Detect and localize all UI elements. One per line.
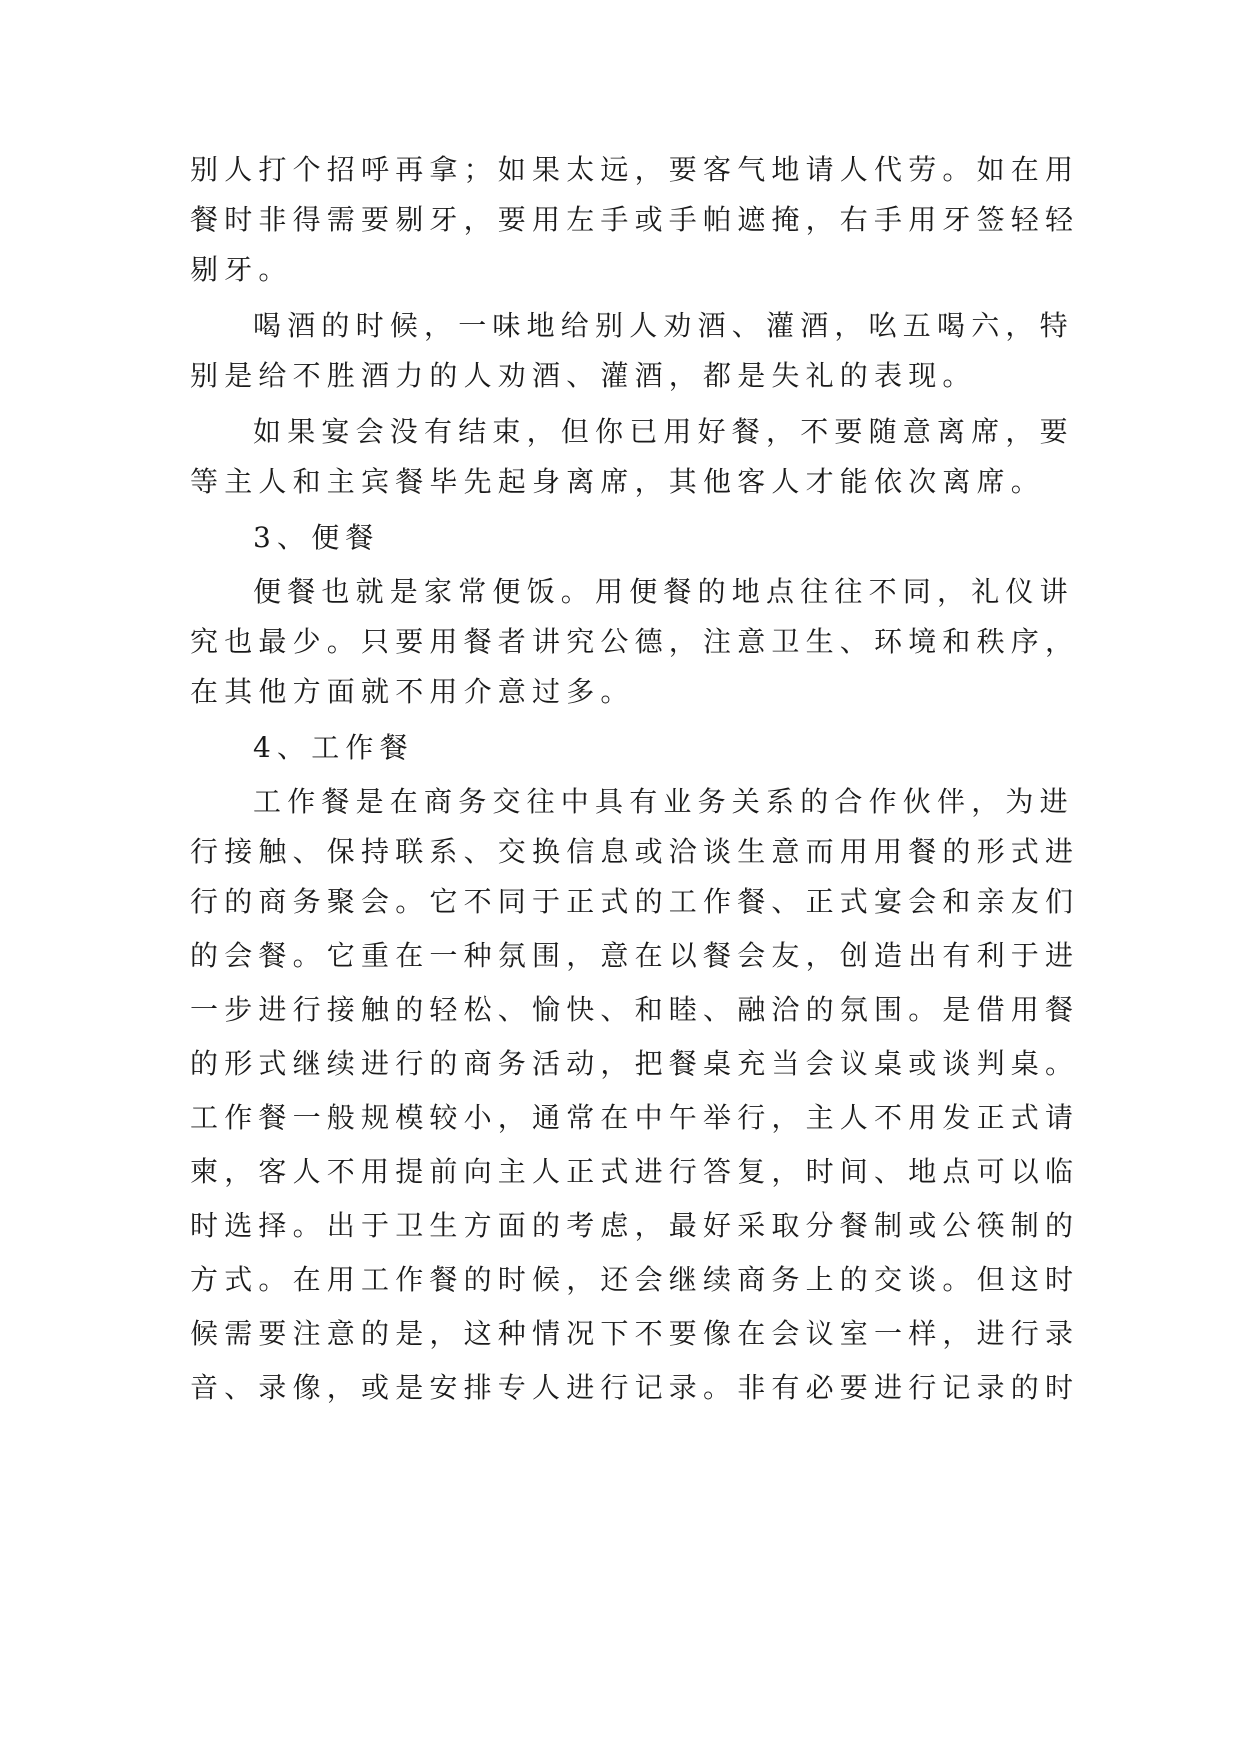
text-line: 喝酒的时候，一味地给别人劝酒、灌酒，吆五喝六，特	[253, 309, 1074, 342]
text-line: 如果宴会没有结束，但你已用好餐，不要随意离席，要	[253, 415, 1074, 448]
text-line: 柬，客人不用提前向主人正式进行答复，时间、地点可以临	[190, 1155, 1080, 1188]
text-line: 工作餐一般规模较小，通常在中午举行，主人不用发正式请	[190, 1101, 1080, 1134]
text-line: 剔牙。	[190, 253, 293, 286]
text-line: 究也最少。只要用餐者讲究公德，注意卫生、环境和秩序，	[190, 625, 1080, 658]
text-line: 候需要注意的是，这种情况下不要像在会议室一样，进行录	[190, 1317, 1080, 1350]
text-line: 在其他方面就不用介意过多。	[190, 675, 635, 708]
section-heading: 3、便餐	[253, 521, 380, 554]
text-line: 工作餐是在商务交往中具有业务关系的合作伙伴，为进	[253, 785, 1074, 818]
text-line: 别是给不胜酒力的人劝酒、灌酒，都是失礼的表现。	[190, 359, 977, 392]
text-line: 方式。在用工作餐的时候，还会继续商务上的交谈。但这时	[190, 1263, 1080, 1296]
text-line: 便餐也就是家常便饭。用便餐的地点往往不同，礼仪讲	[253, 575, 1074, 608]
text-line: 行的商务聚会。它不同于正式的工作餐、正式宴会和亲友们	[190, 885, 1080, 918]
text-line: 等主人和主宾餐毕先起身离席，其他客人才能依次离席。	[190, 465, 1046, 498]
text-line: 音、录像，或是安排专人进行记录。非有必要进行记录的时	[190, 1371, 1080, 1404]
text-line: 时选择。出于卫生方面的考虑，最好采取分餐制或公筷制的	[190, 1209, 1080, 1242]
text-line: 行接触、保持联系、交换信息或洽谈生意而用用餐的形式进	[190, 835, 1080, 868]
text-line: 的形式继续进行的商务活动，把餐桌充当会议桌或谈判桌。	[190, 1047, 1080, 1080]
text-line: 餐时非得需要剔牙，要用左手或手帕遮掩，右手用牙签轻轻	[190, 203, 1080, 236]
text-line: 一步进行接触的轻松、愉快、和睦、融洽的氛围。是借用餐	[190, 993, 1080, 1026]
text-line: 的会餐。它重在一种氛围，意在以餐会友，创造出有利于进	[190, 939, 1080, 972]
section-heading: 4、工作餐	[253, 731, 414, 764]
text-line: 别人打个招呼再拿；如果太远，要客气地请人代劳。如在用	[190, 153, 1080, 186]
